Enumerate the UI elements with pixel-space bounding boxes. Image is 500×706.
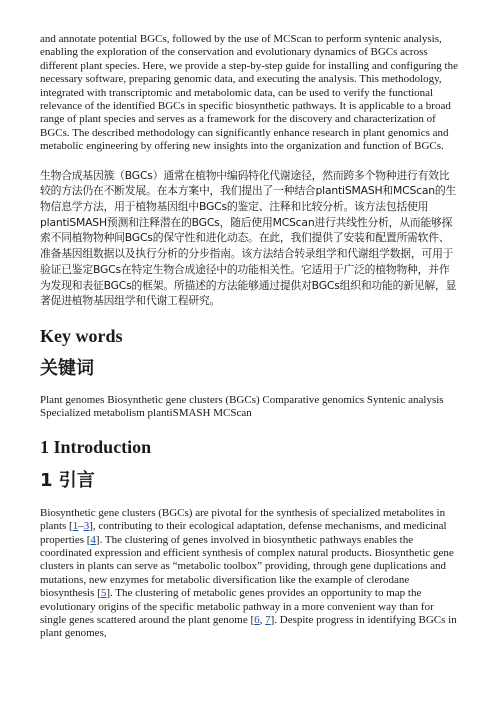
keywords-list: Plant genomes Biosynthetic gene clusters (BGCs) Comparative genomics Syntenic analysis Specialized metabolism plantiSMASH MCScan bbox=[40, 393, 444, 420]
introduction-heading-zh: 1 引言 bbox=[40, 469, 95, 491]
citation-link[interactable]: 1 bbox=[72, 520, 79, 533]
intro-text: ]. The clustering of metabolic genes provides an opportunity to map the evolutionary origins of the specific metabolic pathway in a more convenient way than for single genes scattered around the plant genome [ bbox=[40, 587, 434, 627]
intro-text: Biosynthetic gene clusters (BGCs) are pivotal for the synthesis of specialized metabolites in plants [ bbox=[40, 506, 446, 533]
citation-dash: – bbox=[78, 520, 84, 533]
introduction-paragraph bbox=[40, 507, 460, 641]
abstract-chinese: 生物合成基因簇（BGCs）通常在植物中编码特化代谢途径，然而跨多个物种进行有效比较的方法仍在不断发展。在本方案中，我们提出了一种结合plantiSMASH和MCScan的生物信息学方法，用于植物基因组中BGCs的鉴定、注释和比较分析。该方法包括使用plantiSMASH预测和注释潜在的BGCs，随后使用MCScan进行共线性分析，从而能够探索不同植物物种间BGCs的保守性和进化动态。在此，我们提供了安装和配置所需软件、准备基因组数据以及执行分析的分步指南。该方法结合转录组学和代谢组学数据，可用于验证已鉴定BGCs在特定生物合成途径中的功能相关性。它适用于广泛的植物物种，并作为发现和表征BGCs的框架。所描述的方法能够通过提供对BGCs组织和功能的新见解，显著促进植物基因组学和代谢工程研究。 bbox=[40, 168, 457, 308]
intro-text: ]. The clustering of genes involved in biosynthetic pathways enables the coordinated expression and efficient synthesis of complex natural products. Biosynthetic gene clusters in plants can serve as “metabolic toolbox” providing, through gene duplications and mutations, new enzymes for metabolic diversification like the example of clerodane biosynthesis [ bbox=[40, 533, 454, 600]
citation-link[interactable]: 3 bbox=[83, 520, 90, 533]
keywords-heading-en: Key words bbox=[40, 325, 123, 346]
abstract-english: and annotate potential BGCs, followed by the use of MCScan to perform syntenic analysis, enabling the exploration of the conservation and evolutionary dynamics of BGCs across different plant species. Here, we provide a step-by-step guide for installing and configuring the necessary software, preparing genomic data, and executing the analysis. This methodology, integrated with transcriptomic and metabolomic data, can be used to verify the functional relevance of the identified BGCs in specific biosynthetic pathways. It is applicable to a broad range of plant species and serves as a framework for the discovery and characterization of BGCs. The described methodology can significantly enhance research in plant genomics and metabolic engineering by offering new insights into the organization and function of BGCs. bbox=[40, 33, 458, 153]
intro-text: ], contributing to their ecological adaptation, defense mechanisms, and medicinal properties [ bbox=[40, 520, 447, 546]
keywords-heading-zh: 关键词 bbox=[40, 357, 94, 379]
citation-link[interactable]: 5 bbox=[100, 587, 107, 600]
intro-text: ]. Despite progress in identifying BGCs in plant genomes, bbox=[40, 614, 457, 640]
citation-link[interactable]: 6 bbox=[254, 614, 260, 627]
introduction-heading-en: 1 Introduction bbox=[40, 436, 152, 457]
citation-separator: , bbox=[259, 614, 266, 627]
citation-link[interactable]: 7 bbox=[265, 614, 271, 627]
citation-link[interactable]: 4 bbox=[90, 533, 96, 546]
